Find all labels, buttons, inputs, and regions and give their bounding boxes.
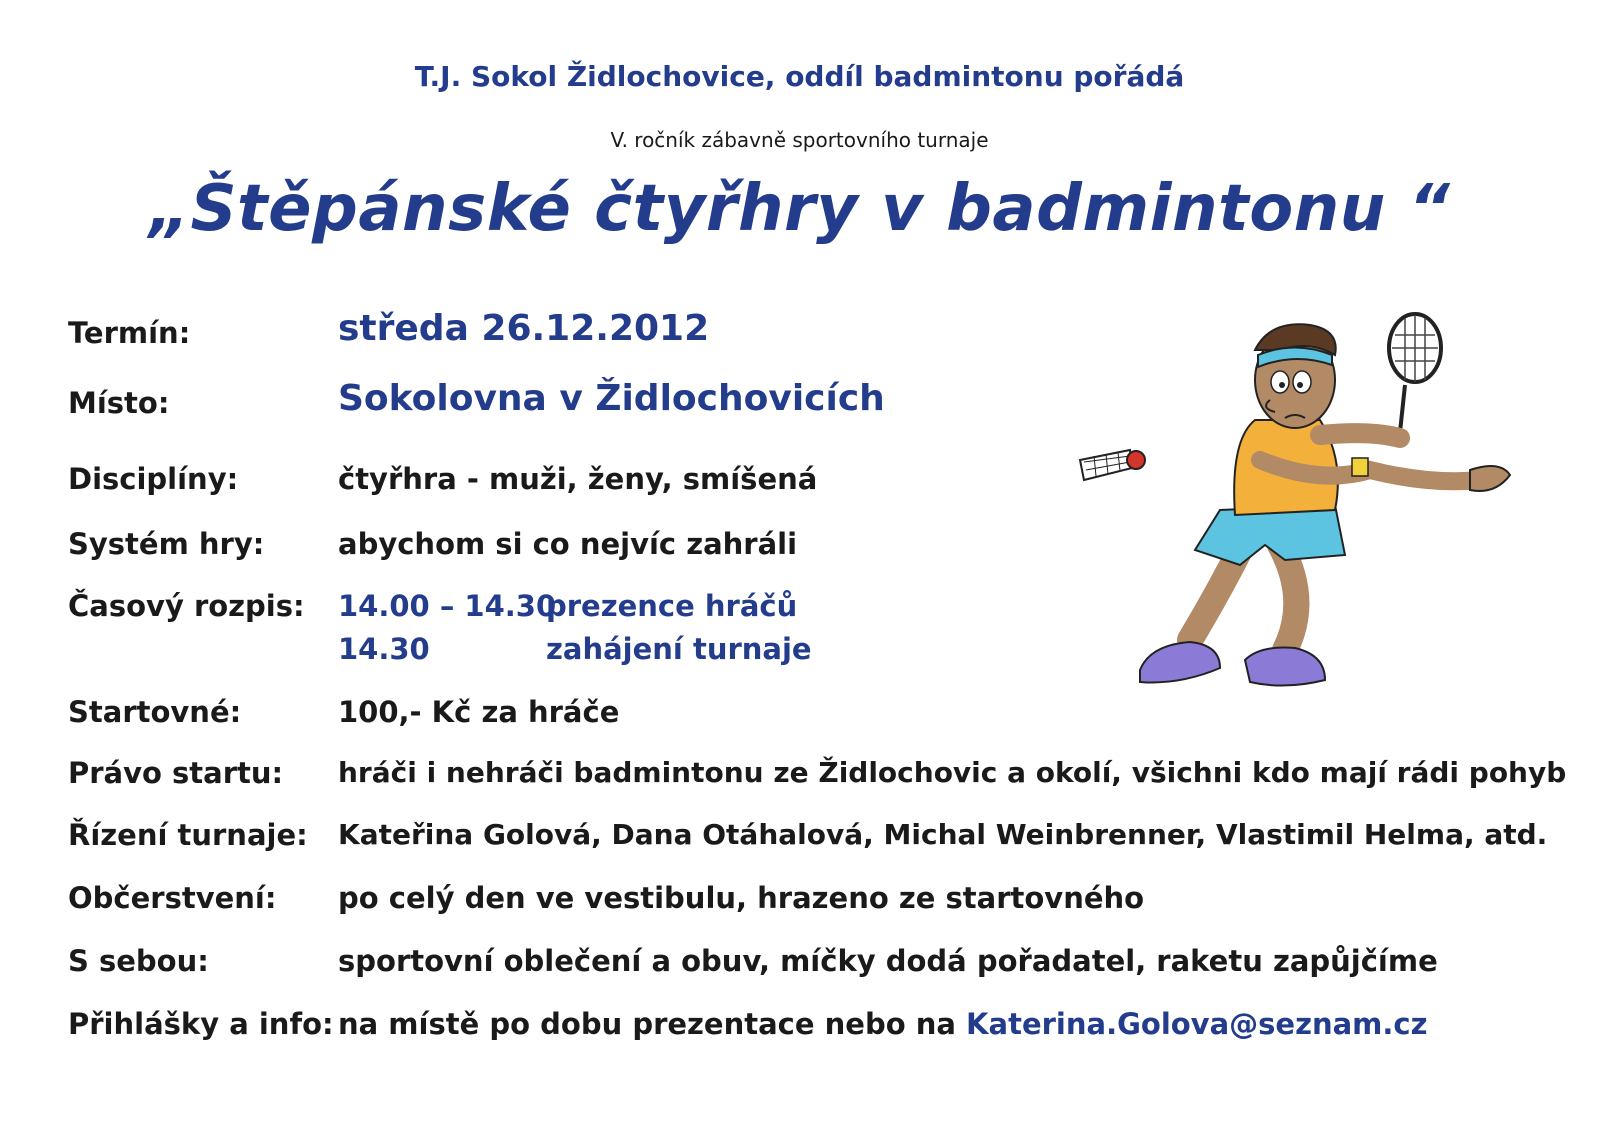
venue-value: Sokolovna v Židlochovicích <box>338 378 885 419</box>
tournament-title: „Štěpánské čtyřhry v badmintonu “ <box>148 172 1451 246</box>
schedule-text-1: prezence hráčů <box>546 589 798 623</box>
eligibility-value: hráči i nehráči badmintonu ze Židlochovic a okolí, všichni kdo mají rádi pohyb <box>338 756 1567 789</box>
date-value: středa 26.12.2012 <box>338 308 710 349</box>
disciplines-label: Disciplíny: <box>68 462 239 496</box>
system-value: abychom si co nejvíc zahráli <box>338 527 798 561</box>
schedule-label: Časový rozpis: <box>68 589 305 623</box>
management-label: Řízení turnaje: <box>68 818 308 852</box>
shuttlecock-icon <box>1080 450 1145 480</box>
disciplines-value: čtyřhra - muži, ženy, smíšená <box>338 462 818 496</box>
date-label: Termín: <box>68 316 191 350</box>
refreshments-label: Občerstvení: <box>68 881 277 915</box>
bring-value: sportovní oblečení a obuv, míčky dodá pořadatel, raketu zapůjčíme <box>338 944 1438 978</box>
schedule-time-1: 14.00 – 14.30 <box>338 589 557 623</box>
system-label: Systém hry: <box>68 527 265 561</box>
management-value: Kateřina Golová, Dana Otáhalová, Michal Weinbrenner, Vlastimil Helma, atd. <box>338 818 1548 851</box>
registration-label: Přihlášky a info: <box>68 1007 334 1041</box>
registration-text: na místě po dobu prezentace nebo na <box>338 1007 956 1041</box>
registration-value <box>338 1007 1427 1041</box>
fee-label: Startovné: <box>68 695 242 729</box>
refreshments-value: po celý den ve vestibulu, hrazeno ze startovného <box>338 881 1145 915</box>
eligibility-label: Právo startu: <box>68 756 284 790</box>
edition-line: V. ročník zábavně sportovního turnaje <box>610 128 989 152</box>
badminton-player-icon <box>1070 310 1520 710</box>
organizer-line: T.J. Sokol Židlochovice, oddíl badmintonu pořádá <box>414 60 1185 93</box>
racket-icon <box>1389 314 1441 432</box>
schedule-time-2: 14.30 <box>338 632 430 666</box>
bring-label: S sebou: <box>68 944 209 978</box>
registration-email-link[interactable]: Katerina.Golova@seznam.cz <box>966 1007 1428 1041</box>
fee-value: 100,- Kč za hráče <box>338 695 620 729</box>
schedule-text-2: zahájení turnaje <box>546 632 812 666</box>
venue-label: Místo: <box>68 386 170 420</box>
